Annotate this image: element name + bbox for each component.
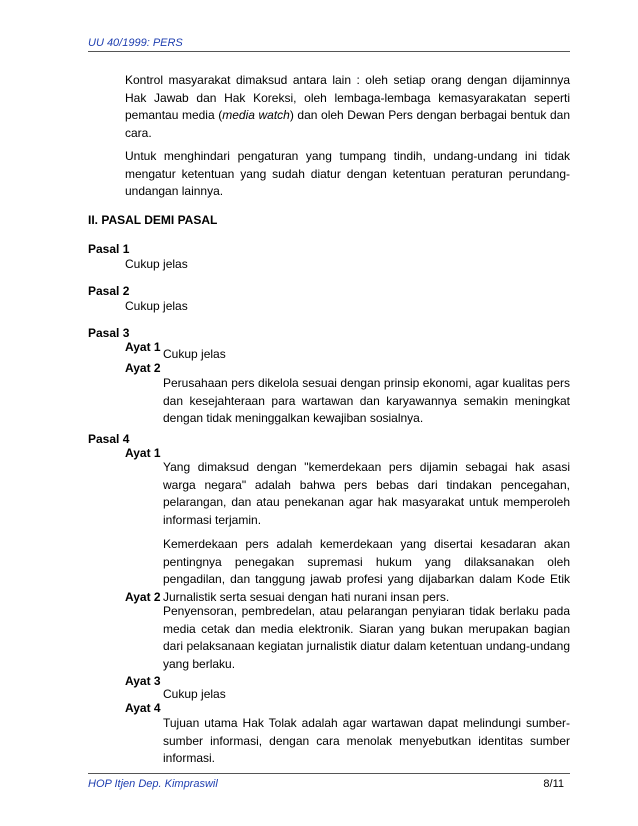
pasal-4-ayat-3-text: Cukup jelas xyxy=(163,687,226,701)
footer-source: HOP Itjen Dep. Kimpraswil xyxy=(88,778,218,790)
pasal-3-ayat-1-label: Ayat 1 xyxy=(125,340,161,354)
footer-divider xyxy=(88,773,570,774)
pasal-4-ayat-1-paragraph-2: Kemerdekaan pers adalah kemerdekaan yang disertai kesadaran akan pentingnya penegakan supremasi hukum yang dilaksanakan oleh pengadilan, dan tanggung jawab profesi yang dijabarkan dalam Kode Etik Jurnalistik serta sesuai dengan hati nurani insan pers. xyxy=(163,537,570,604)
intro-paragraph-1 xyxy=(125,72,570,142)
intro-p1-text: Kontrol masyarakat dimaksud antara lain : oleh setiap orang dengan dijaminnya Hak Jawab dan Hak Koreksi, oleh lembaga-lembaga kemasyarakatan seperti pemantau media ( xyxy=(125,73,570,123)
page-number: 8/11 xyxy=(543,778,564,790)
pasal-3-label: Pasal 3 xyxy=(88,326,130,340)
pasal-3-ayat-2-label: Ayat 2 xyxy=(125,361,161,375)
section-heading: II. PASAL DEMI PASAL xyxy=(88,213,218,227)
pasal-4-ayat-1-label: Ayat 1 xyxy=(125,446,161,460)
pasal-4-ayat-3-label: Ayat 3 xyxy=(125,674,161,688)
pasal-1-label: Pasal 1 xyxy=(88,242,130,256)
pasal-4-ayat-1-paragraph-1: Yang dimaksud dengan "kemerdekaan pers dijamin sebagai hak asasi warga negara" adalah bahwa pers bebas dari tindakan pencegahan, pelarangan, dan atau penekanan agar hak masyarakat untuk memperoleh informasi terjamin. xyxy=(163,460,570,527)
intro-paragraph-2: Untuk menghindari pengaturan yang tumpang tindih, undang-undang ini tidak mengatur ketentuan yang sudah diatur dengan ketentuan peraturan perundang-undangan lainnya. xyxy=(125,149,570,199)
pasal-4-ayat-2-text: Penyensoran, pembredelan, atau pelarangan penyiaran tidak berlaku pada media cetak dan media elektronik. Siaran yang bukan merupakan bagian dari pelaksanaan kegiatan jurnalistik diatur dalam ketentuan undang-undang yang berlaku. xyxy=(163,604,570,671)
pasal-1-text: Cukup jelas xyxy=(125,257,188,271)
pasal-4-ayat-2-label: Ayat 2 xyxy=(125,590,161,604)
pasal-4-ayat-4-text: Tujuan utama Hak Tolak adalah agar wartawan dapat melindungi sumber-sumber informasi, dengan cara menolak menyebutkan identitas sumber informasi. xyxy=(163,716,570,766)
header-title: UU 40/1999: PERS xyxy=(88,37,183,49)
header-divider xyxy=(88,51,570,52)
pasal-3-ayat-2-text: Perusahaan pers dikelola sesuai dengan prinsip ekonomi, agar kualitas pers dan kesejahteraan para wartawan dan karyawannya semakin meningkat dengan tidak meninggalkan kewajiban sosialnya. xyxy=(163,376,570,426)
pasal-4-label: Pasal 4 xyxy=(88,432,130,446)
intro-p1-text-end: ) dan oleh Dewan Pers dengan berbagai bentuk dan cara. xyxy=(125,108,571,140)
pasal-4-ayat-4-label: Ayat 4 xyxy=(125,701,161,715)
media-watch-term: media watch xyxy=(222,108,290,123)
pasal-3-ayat-1-text: Cukup jelas xyxy=(163,347,226,361)
pasal-2-label: Pasal 2 xyxy=(88,284,130,298)
pasal-2-text: Cukup jelas xyxy=(125,299,188,313)
